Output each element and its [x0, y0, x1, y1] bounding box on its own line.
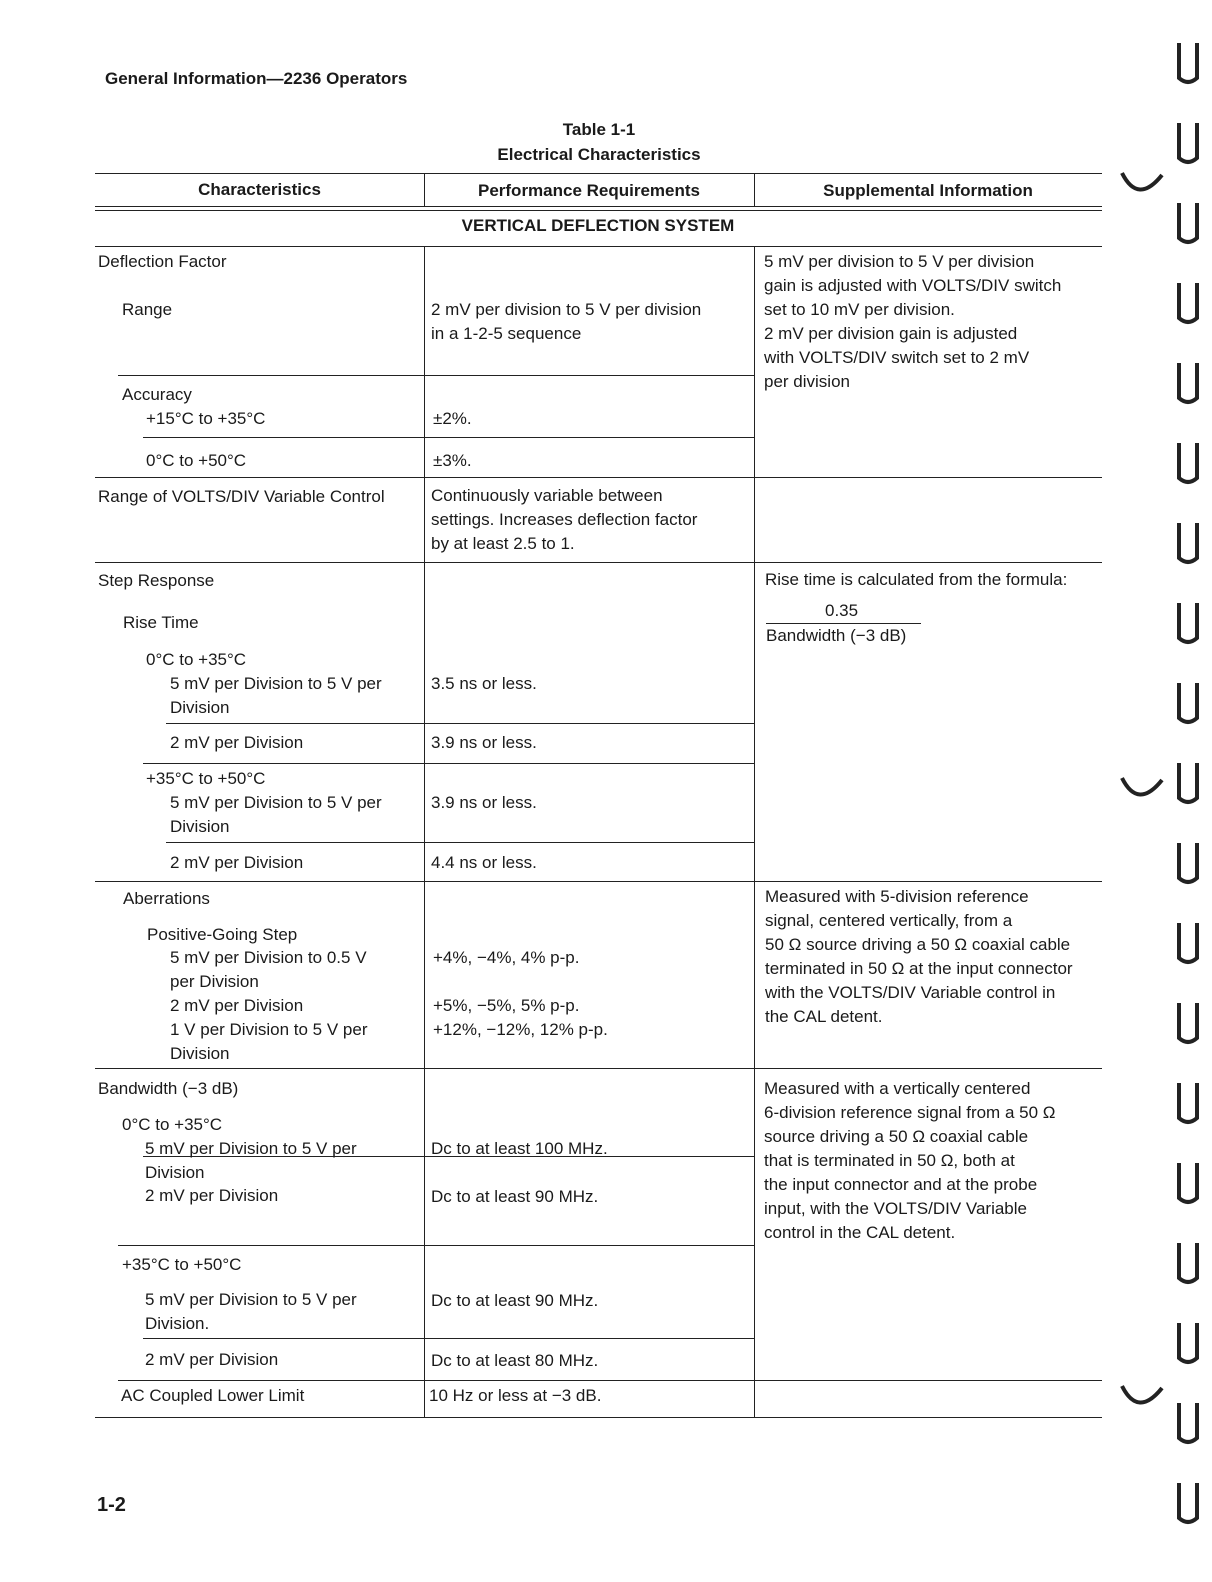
positive-step-label: Positive-Going Step [147, 925, 298, 944]
step-response-label: Step Response [98, 571, 215, 590]
running-header: General Information—2236 Operators [105, 69, 408, 88]
rise-time-5mv-a-label: 5 mV per Division to 5 V per Division [170, 674, 382, 717]
formula-denominator: Bandwidth (−3 dB) [766, 626, 907, 645]
accuracy-label: Accuracy [122, 385, 192, 404]
accuracy-temp-0-50: 0°C to +50°C [146, 451, 247, 470]
table-number: Table 1-1 [562, 120, 636, 139]
page-number: 1-2 [97, 1494, 126, 1516]
binder-ring-icon [1176, 1480, 1200, 1530]
accuracy-value-15-35: ±2%. [433, 409, 472, 428]
accuracy-temp-15-35: +15°C to +35°C [146, 409, 266, 428]
binder-hole-icon [1118, 1378, 1166, 1418]
rise-time-info: Rise time is calculated from the formula: [765, 570, 1068, 589]
variable-control-value: Continuously variable between settings. Increases deflection factor by at least 2.5 to 1. [431, 486, 698, 553]
binder-ring-icon [1176, 1320, 1200, 1370]
range-label: Range [122, 300, 173, 319]
bandwidth-2mv-b-value: Dc to at least 80 MHz. [431, 1351, 599, 1370]
bandwidth-2mv-b-label: 2 mV per Division [145, 1350, 279, 1369]
bandwidth-info: Measured with a vertically centered 6-division reference signal from a 50 Ω source driving a 50 Ω coaxial cable that is terminated in 50 Ω, both at the input connector and at the probe input, with the VOLTS/DIV Variable control in the CAL detent. [764, 1079, 1056, 1242]
binder-ring-icon [1176, 40, 1200, 90]
aberration-value-2: +5%, −5%, 5% p-p. +12%, −12%, 12% p-p. [433, 996, 608, 1039]
column-header-performance: Performance Requirements [477, 181, 701, 200]
bandwidth-label: Bandwidth (−3 dB) [98, 1079, 239, 1098]
rise-time-temp-0-35: 0°C to +35°C [146, 650, 247, 669]
rise-time-2mv-b-value: 4.4 ns or less. [431, 853, 537, 872]
aberration-info: Measured with 5-division reference signal, centered vertically, from a 50 Ω source driving a 50 Ω coaxial cable terminated in 50 Ω at the input connector with the VOLTS/DIV Variable control in the CAL detent. [765, 887, 1073, 1026]
rise-time-label: Rise Time [123, 613, 199, 632]
bandwidth-temp-0-35: 0°C to +35°C [122, 1115, 223, 1134]
binder-ring-icon [1176, 200, 1200, 250]
binder-ring-icon [1176, 1240, 1200, 1290]
rise-time-5mv-a-value: 3.5 ns or less. [431, 674, 537, 693]
binder-ring-icon [1176, 920, 1200, 970]
binder-ring-icon [1176, 600, 1200, 650]
ac-coupled-label: AC Coupled Lower Limit [121, 1386, 305, 1405]
column-header-characteristics: Characteristics [198, 180, 321, 199]
binder-hole-icon [1118, 770, 1166, 810]
aberration-value-1: +4%, −4%, 4% p-p. [433, 948, 580, 967]
binder-ring-icon [1176, 680, 1200, 730]
accuracy-value-0-50: ±3%. [433, 451, 472, 470]
binder-ring-icon [1176, 520, 1200, 570]
binder-ring-icon [1176, 280, 1200, 330]
rise-time-2mv-a-label: 2 mV per Division [170, 733, 304, 752]
aberration-items: 5 mV per Division to 0.5 V per Division 2 mV per Division 1 V per Division to 5 V per Division [170, 948, 368, 1063]
bandwidth-5mv-b-value: Dc to at least 90 MHz. [431, 1291, 599, 1310]
column-header-supplemental: Supplemental Information [823, 181, 1033, 200]
bandwidth-temp-35-50: +35°C to +50°C [122, 1255, 242, 1274]
ac-coupled-value: 10 Hz or less at −3 dB. [429, 1386, 602, 1405]
bandwidth-5mv-a-label: 5 mV per Division to 5 V per Division [145, 1139, 357, 1182]
aberrations-label: Aberrations [123, 889, 210, 908]
bandwidth-2mv-a-value: Dc to at least 90 MHz. [431, 1187, 599, 1206]
binder-ring-icon [1176, 360, 1200, 410]
binder-hole-icon [1118, 165, 1166, 205]
bandwidth-5mv-a-value: Dc to at least 100 MHz. [431, 1139, 608, 1158]
binder-ring-icon [1176, 760, 1200, 810]
table-title: Electrical Characteristics [497, 145, 701, 164]
binder-ring-icon [1176, 440, 1200, 490]
bandwidth-2mv-a-label: 2 mV per Division [145, 1186, 279, 1205]
formula-numerator: 0.35 [766, 599, 921, 624]
binder-ring-icon [1176, 1080, 1200, 1130]
section-heading: VERTICAL DEFLECTION SYSTEM [461, 216, 735, 235]
rise-time-formula [766, 599, 921, 648]
rise-time-2mv-a-value: 3.9 ns or less. [431, 733, 537, 752]
range-info: 5 mV per division to 5 V per division gain is adjusted with VOLTS/DIV switch set to 10 mV per division. 2 mV per division gain is adjusted with VOLTS/DIV switch set to 2 mV per division [764, 252, 1062, 391]
rise-time-5mv-b-value: 3.9 ns or less. [431, 793, 537, 812]
binder-ring-icon [1176, 840, 1200, 890]
bandwidth-5mv-b-label: 5 mV per Division to 5 V per Division. [145, 1290, 357, 1333]
binder-ring-icon [1176, 1000, 1200, 1050]
range-value: 2 mV per division to 5 V per division in a 1-2-5 sequence [431, 300, 702, 343]
binder-ring-icon [1176, 120, 1200, 170]
variable-control-label: Range of VOLTS/DIV Variable Control [98, 487, 385, 506]
rise-time-5mv-b-label: 5 mV per Division to 5 V per Division [170, 793, 382, 836]
binder-ring-icon [1176, 1160, 1200, 1210]
deflection-factor-label: Deflection Factor [98, 252, 227, 271]
binder-ring-icon [1176, 1400, 1200, 1450]
rise-time-temp-35-50: +35°C to +50°C [146, 769, 266, 788]
rise-time-2mv-b-label: 2 mV per Division [170, 853, 304, 872]
